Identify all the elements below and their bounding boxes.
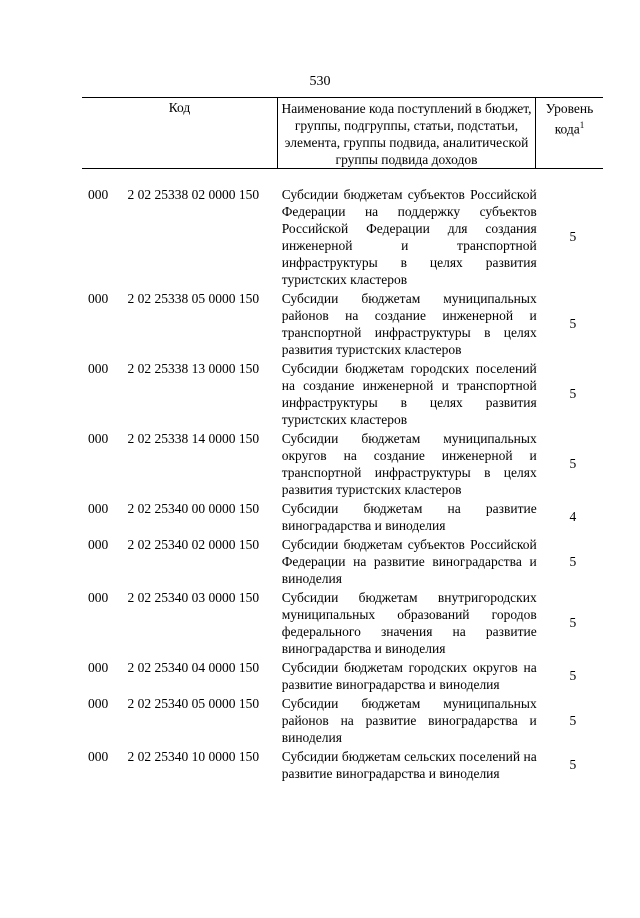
row-name: Субсидии бюджетам сельских поселений на развитие виноградарства и виноделия xyxy=(281,749,537,781)
table-row xyxy=(88,500,603,534)
row-name: Субсидии бюджетам субъектов Российской Федерации на развитие виноградарства и виноделия xyxy=(281,537,537,586)
table-body xyxy=(88,186,603,784)
row-level: 5 xyxy=(569,757,577,772)
header-code: Код xyxy=(168,100,191,115)
row-name: Субсидии бюджетам городских поселений на создание инженерной и транспортной инфраструктуры в целях развития туристских кластеров xyxy=(281,361,537,427)
row-revenue-code: 2 02 25340 03 0000 150 xyxy=(127,590,260,605)
table-row xyxy=(88,290,603,358)
row-level: 5 xyxy=(569,456,577,471)
table-row xyxy=(88,536,603,587)
row-name: Субсидии бюджетам городских округов на развитие виноградарства и виноделия xyxy=(281,660,537,692)
table-row xyxy=(88,748,603,782)
row-admin-code: 000 xyxy=(88,749,109,764)
row-admin-code: 000 xyxy=(88,590,109,605)
row-level: 5 xyxy=(569,553,577,569)
row-revenue-code: 2 02 25340 05 0000 150 xyxy=(127,696,260,711)
row-level: 4 xyxy=(569,509,577,524)
header-name: Наименование кода поступлений в бюджет, группы, подгруппы, статьи, подстатьи, элемента, группы подвида, аналитической группы подвида доходов xyxy=(277,98,535,168)
row-revenue-code: 2 02 25340 04 0000 150 xyxy=(127,660,260,675)
table-row xyxy=(88,659,603,693)
table-row xyxy=(88,360,603,428)
header-level xyxy=(535,98,603,168)
table-header xyxy=(82,97,603,169)
row-name: Субсидии бюджетам внутригородских муниципальных образований городов федерального значения на развитие виноградарства и виноделия xyxy=(281,590,537,656)
row-admin-code: 000 xyxy=(88,537,109,552)
row-name: Субсидии бюджетам муниципальных районов на развитие виноградарства и виноделия xyxy=(281,696,537,745)
row-name: Субсидии бюджетам субъектов Российской Федерации на поддержку субъектов Российской Федерации для создания инженерной и транспортной инфраструктуры в целях развития туристских кластеров xyxy=(281,187,537,287)
row-admin-code: 000 xyxy=(88,431,109,446)
row-revenue-code: 2 02 25340 00 0000 150 xyxy=(127,501,260,516)
row-level: 5 xyxy=(569,386,577,401)
table-row xyxy=(88,186,603,288)
row-admin-code: 000 xyxy=(88,291,109,306)
row-admin-code: 000 xyxy=(88,660,109,675)
row-level: 5 xyxy=(569,615,577,630)
header-level-footnote: 1 xyxy=(579,120,585,130)
row-admin-code: 000 xyxy=(88,501,109,516)
row-revenue-code: 2 02 25338 13 0000 150 xyxy=(127,361,260,376)
row-revenue-code: 2 02 25340 10 0000 150 xyxy=(127,749,260,764)
table-row xyxy=(88,430,603,498)
row-level: 5 xyxy=(569,712,577,728)
table-row xyxy=(88,695,603,746)
row-admin-code: 000 xyxy=(88,696,109,711)
header-level-label: Уровень кода xyxy=(545,101,594,137)
row-revenue-code: 2 02 25338 02 0000 150 xyxy=(127,187,260,202)
row-admin-code: 000 xyxy=(88,187,109,202)
row-name: Субсидии бюджетам муниципальных округов на создание инженерной и транспортной инфраструктуры в целях развития туристских кластеров xyxy=(281,431,537,497)
row-name: Субсидии бюджетам на развитие виноградарства и виноделия xyxy=(281,501,537,533)
row-revenue-code: 2 02 25338 14 0000 150 xyxy=(127,431,260,446)
row-level: 5 xyxy=(569,229,577,244)
row-name: Субсидии бюджетам муниципальных районов на создание инженерной и транспортной инфраструктуры в целях развития туристских кластеров xyxy=(281,291,537,357)
row-level: 5 xyxy=(569,668,577,683)
row-level: 5 xyxy=(569,316,577,331)
row-revenue-code: 2 02 25338 05 0000 150 xyxy=(127,291,260,306)
row-admin-code: 000 xyxy=(88,361,109,376)
row-revenue-code: 2 02 25340 02 0000 150 xyxy=(127,537,260,552)
page-number: 530 xyxy=(309,74,331,89)
table-row xyxy=(88,589,603,657)
